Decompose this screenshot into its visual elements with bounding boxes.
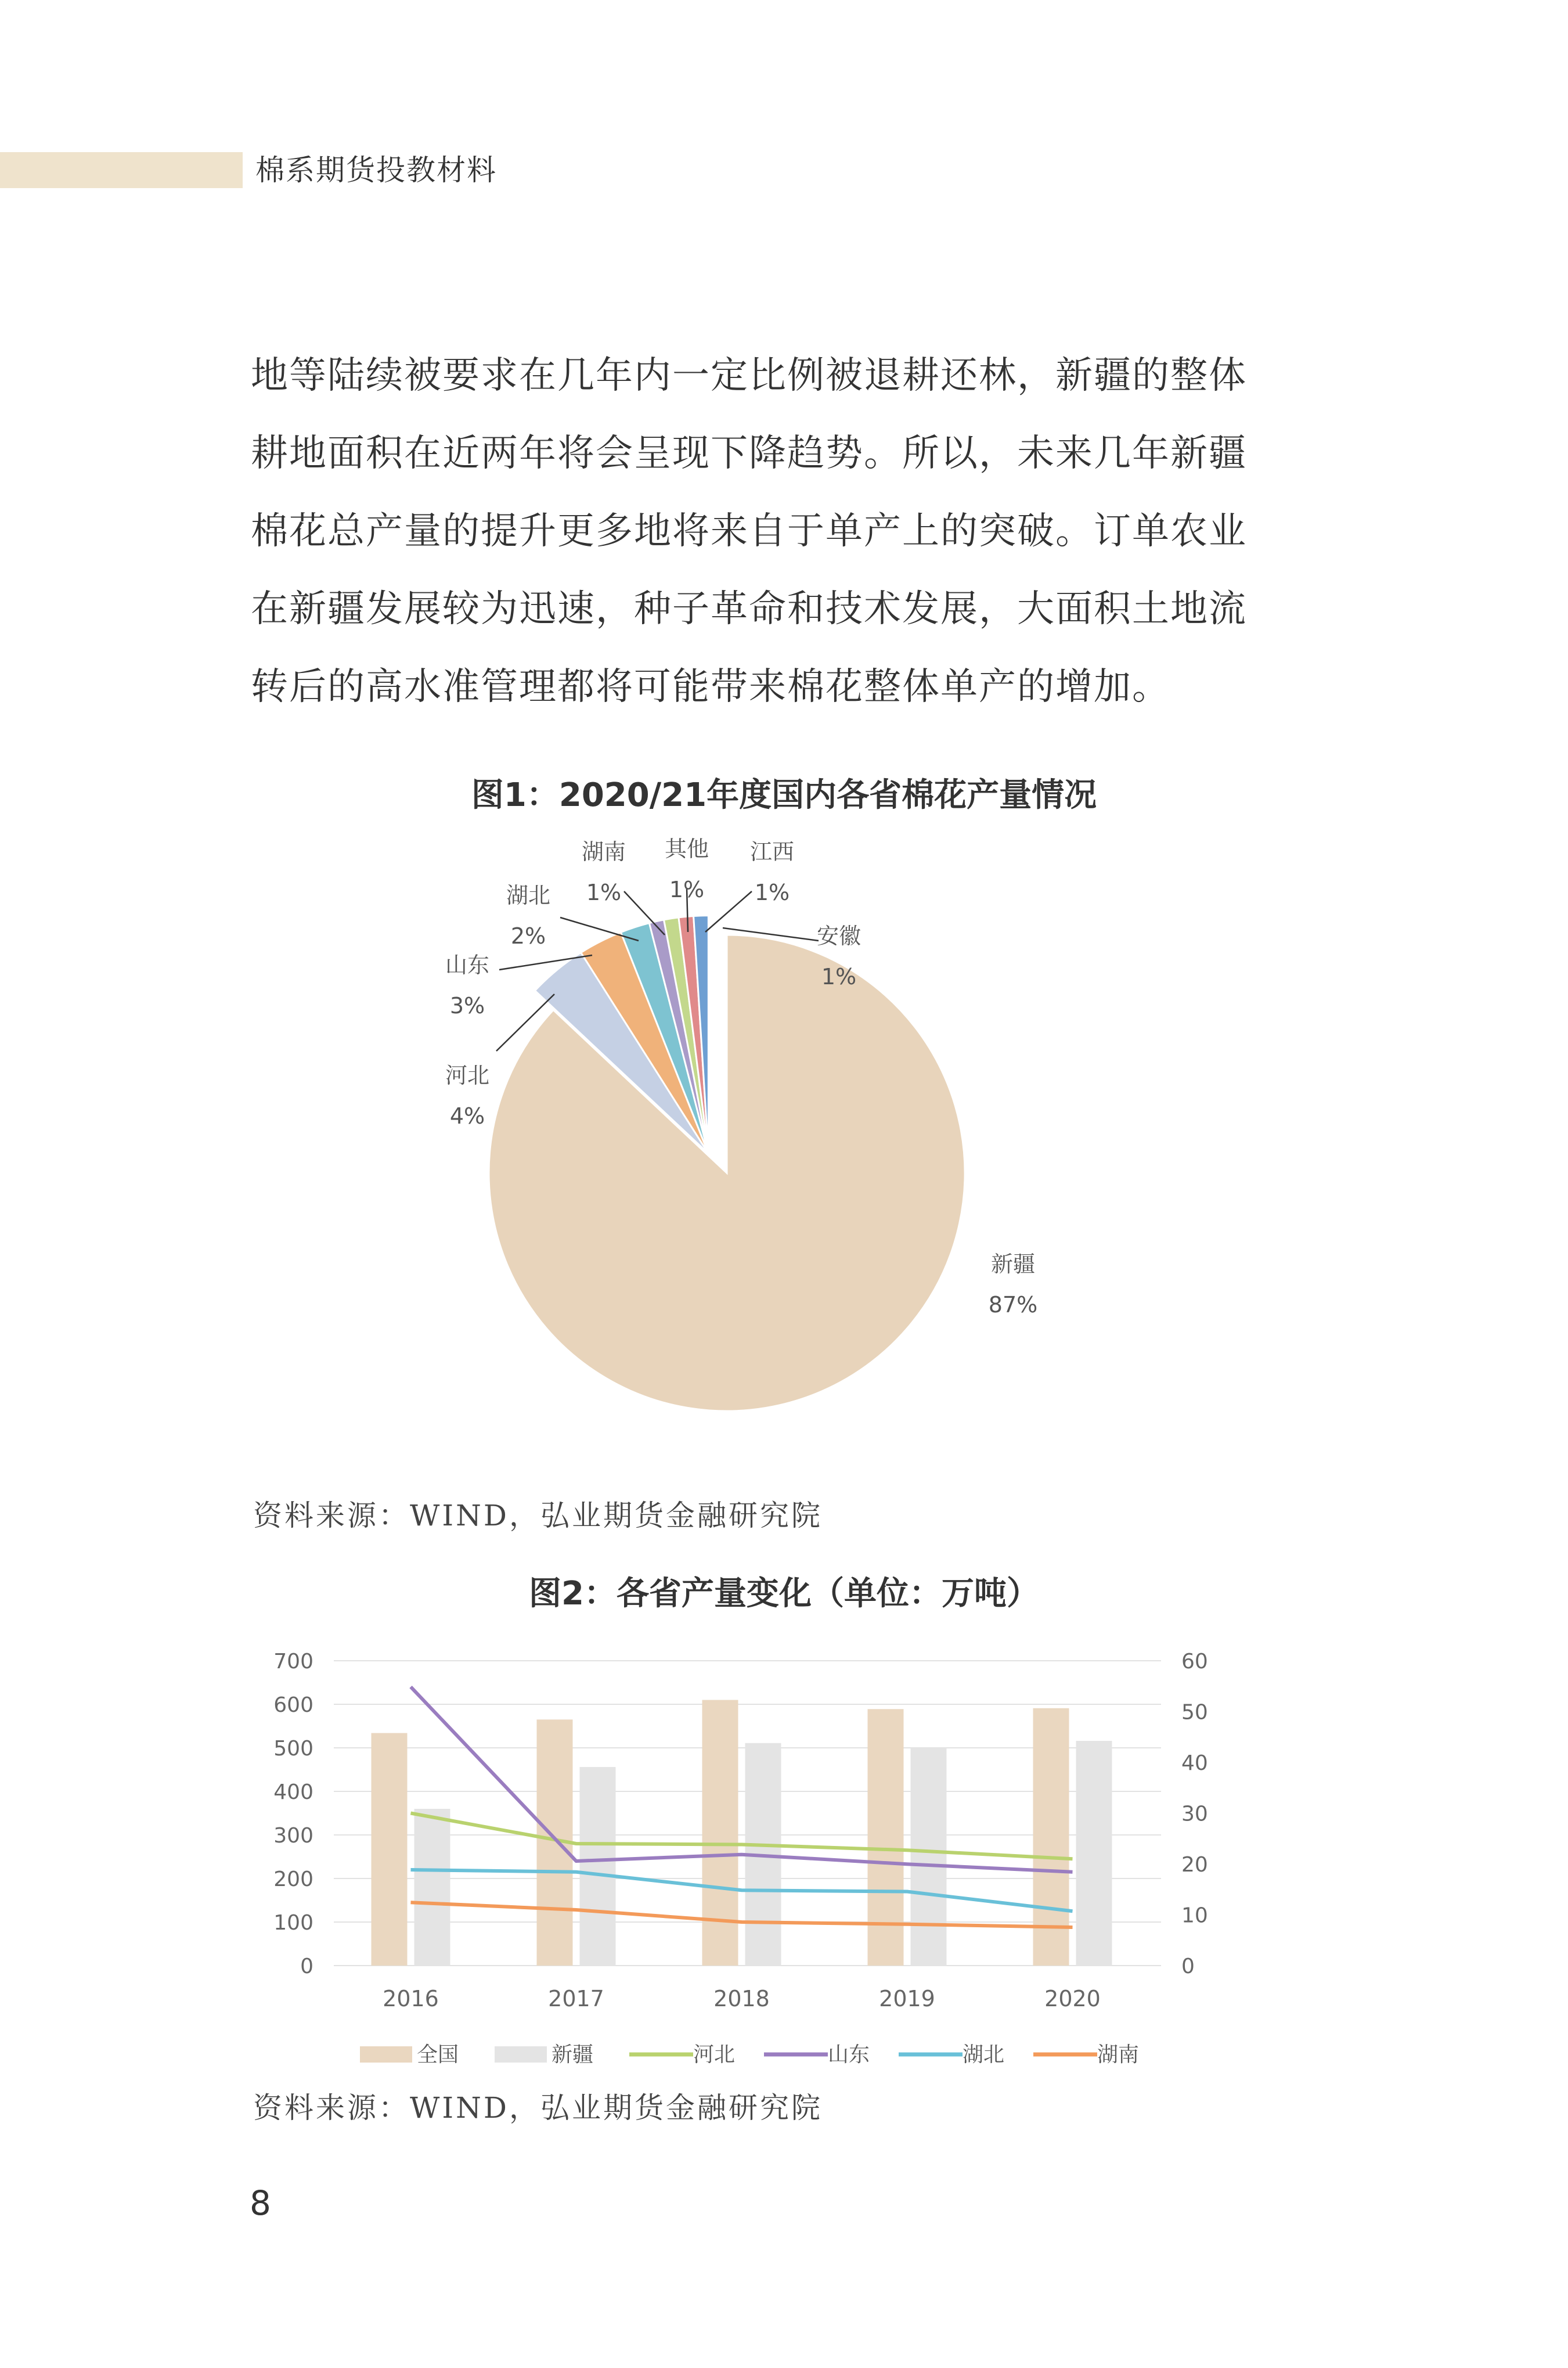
pie-slice-value: 1%	[586, 880, 622, 905]
y-left-tick-label: 400	[273, 1780, 313, 1804]
pie-slice-label: 安徽	[816, 923, 862, 949]
body-line: 在新疆发展较为迅速，种子革命和技术发展，大面积土地流	[251, 588, 1247, 631]
pie-slice-label: 江西	[749, 839, 795, 865]
header-title: 棉系期货投教材料	[255, 153, 497, 187]
y-left-tick-label: 100	[273, 1911, 313, 1935]
bar-新疆	[911, 1748, 947, 1966]
y-left-tick-label: 700	[273, 1650, 313, 1674]
legend-swatch	[495, 2046, 547, 2063]
body-line: 转后的高水准管理都将可能带来棉花整体单产的增加。	[251, 665, 1170, 708]
y-left-tick-label: 600	[273, 1693, 313, 1717]
pie-slice-label: 湖南	[581, 839, 626, 865]
x-tick-label: 2019	[879, 1986, 935, 2011]
y-right-tick-label: 60	[1181, 1650, 1208, 1674]
pie-slice-value: 3%	[449, 993, 485, 1019]
line-河北	[411, 1813, 1073, 1859]
x-tick-label: 2017	[548, 1986, 604, 2011]
pie-leader-line	[705, 891, 752, 932]
pie-slice-label: 河北	[445, 1063, 490, 1088]
pie-slice-value: 1%	[821, 964, 857, 989]
body-line: 耕地面积在近两年将会呈现下降趋势。所以，未来几年新疆	[251, 432, 1247, 475]
body-paragraph	[251, 337, 1273, 726]
legend-label: 河北	[693, 2043, 736, 2067]
y-right-tick-label: 10	[1181, 1903, 1208, 1928]
y-right-tick-label: 20	[1181, 1853, 1208, 1877]
legend-label: 湖南	[1097, 2043, 1140, 2067]
bar-全国	[868, 1709, 904, 1966]
bar-新疆	[1076, 1741, 1112, 1966]
pie-slice-value: 4%	[449, 1103, 485, 1129]
bar-新疆	[414, 1809, 450, 1966]
figure2-title: 图2：各省产量变化（单位：万吨）	[529, 1575, 1039, 1613]
pie-slice-value: 1%	[669, 877, 705, 902]
legend-label: 山东	[828, 2043, 870, 2067]
pie-slice-label: 新疆	[990, 1251, 1036, 1277]
y-right-tick-label: 50	[1181, 1700, 1208, 1725]
bar-全国	[702, 1700, 738, 1966]
x-tick-label: 2020	[1044, 1986, 1101, 2011]
body-line: 棉花总产量的提升更多地将来自于单产上的突破。订单农业	[251, 510, 1247, 553]
pie-slice-label: 其他	[664, 836, 709, 862]
legend-swatch	[360, 2046, 412, 2063]
bar-新疆	[580, 1767, 616, 1966]
figure1-source: 资料来源：WIND，弘业期货金融研究院	[253, 1499, 823, 1532]
pie-slice-value: 87%	[988, 1292, 1038, 1318]
pie-slice-label: 湖北	[506, 883, 551, 908]
y-left-tick-label: 0	[300, 1955, 313, 1978]
page-number: 8	[250, 2183, 271, 2223]
y-right-tick-label: 40	[1181, 1751, 1208, 1775]
legend-label: 全国	[417, 2043, 459, 2067]
legend-label: 湖北	[963, 2043, 1005, 2067]
y-left-tick-label: 300	[273, 1824, 313, 1848]
pie-slice-label: 山东	[445, 952, 490, 978]
figure2-combo-chart	[0, 1626, 1568, 2079]
line-湖南	[411, 1902, 1073, 1927]
pie-slice-value: 1%	[754, 880, 790, 905]
bar-全国	[372, 1733, 408, 1966]
body-line: 地等陆续被要求在几年内一定比例被退耕还林，新疆的整体	[251, 354, 1247, 397]
header-accent-bar	[0, 152, 243, 188]
x-tick-label: 2016	[383, 1986, 439, 2011]
y-right-tick-label: 30	[1181, 1802, 1208, 1826]
legend-label: 新疆	[551, 2043, 594, 2067]
y-left-tick-label: 200	[273, 1867, 313, 1891]
figure1-title: 图1：2020/21年度国内各省棉花产量情况	[471, 776, 1097, 814]
x-tick-label: 2018	[713, 1986, 770, 2011]
figure2-source: 资料来源：WIND，弘业期货金融研究院	[253, 2091, 823, 2125]
figure1-pie-chart	[0, 825, 1568, 1469]
line-湖北	[411, 1870, 1073, 1911]
pie-slice-value: 2%	[510, 923, 546, 949]
y-right-tick-label: 0	[1181, 1955, 1195, 1978]
y-left-tick-label: 500	[273, 1737, 313, 1761]
